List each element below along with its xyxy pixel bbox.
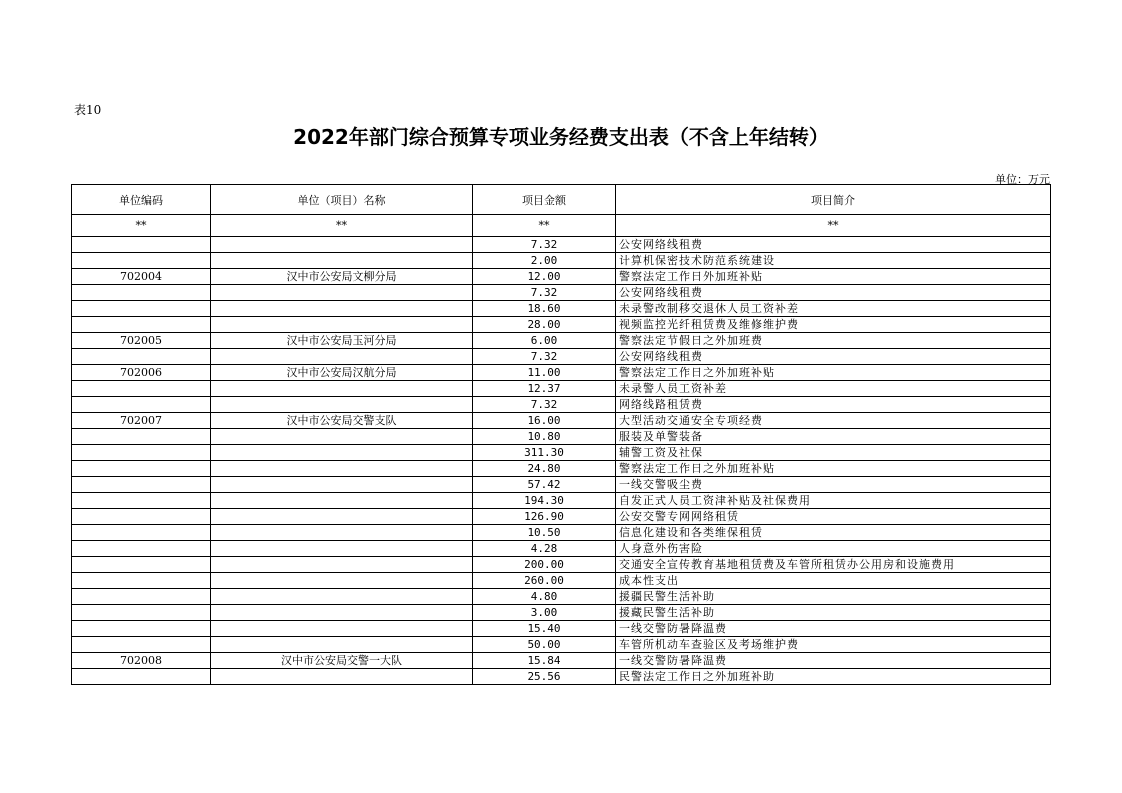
unit-name-cell — [211, 541, 473, 557]
description-cell: 公安网络线租费 — [616, 237, 1051, 253]
unit-code-cell — [72, 669, 211, 685]
description-cell: 车管所机动车查验区及考场维护费 — [616, 637, 1051, 653]
table-row — [72, 397, 1051, 413]
table-row — [72, 461, 1051, 477]
description-cell: 视频监控光纤租赁费及维修维护费 — [616, 317, 1051, 333]
description-cell: 警察法定工作日之外加班补贴 — [616, 461, 1051, 477]
amount-cell: 260.00 — [473, 573, 616, 589]
amount-cell: 18.60 — [473, 301, 616, 317]
unit-code-cell — [72, 621, 211, 637]
table-row — [72, 589, 1051, 605]
amount-cell: 4.80 — [473, 589, 616, 605]
unit-name-cell — [211, 621, 473, 637]
description-cell: 辅警工资及社保 — [616, 445, 1051, 461]
table-row — [72, 525, 1051, 541]
table-row — [72, 669, 1051, 685]
description-cell: 警察法定工作日之外加班补贴 — [616, 365, 1051, 381]
unit-code-cell — [72, 381, 211, 397]
amount-cell: 25.56 — [473, 669, 616, 685]
unit-name-cell — [211, 573, 473, 589]
table-row — [72, 637, 1051, 653]
table-row — [72, 605, 1051, 621]
description-cell: 网络线路租赁费 — [616, 397, 1051, 413]
amount-cell: 3.00 — [473, 605, 616, 621]
unit-name-cell — [211, 397, 473, 413]
unit-name-cell — [211, 285, 473, 301]
amount-cell: 16.00 — [473, 413, 616, 429]
description-cell: 计算机保密技术防范系统建设 — [616, 253, 1051, 269]
unit-label: 单位：万元 — [995, 173, 1050, 186]
unit-name-cell — [211, 445, 473, 461]
unit-name-cell — [211, 317, 473, 333]
unit-name-cell — [211, 557, 473, 573]
unit-name-cell — [211, 301, 473, 317]
amount-cell: 10.80 — [473, 429, 616, 445]
unit-code-cell — [72, 509, 211, 525]
table-row — [72, 429, 1051, 445]
description-cell: 信息化建设和各类维保租赁 — [616, 525, 1051, 541]
unit-code-cell — [72, 349, 211, 365]
description-cell: 一线交警防暑降温费 — [616, 621, 1051, 637]
unit-name-cell: 汉中市公安局文柳分局 — [211, 269, 473, 285]
unit-name-cell — [211, 669, 473, 685]
unit-code-cell — [72, 237, 211, 253]
table-row — [72, 285, 1051, 301]
unit-name-cell — [211, 477, 473, 493]
amount-cell: 7.32 — [473, 237, 616, 253]
unit-code-cell: 702007 — [72, 413, 211, 429]
column-header-unit-code: 单位编码 — [72, 185, 211, 215]
description-cell: 援疆民警生活补助 — [616, 589, 1051, 605]
unit-name-cell — [211, 237, 473, 253]
unit-code-cell — [72, 301, 211, 317]
unit-code-cell — [72, 557, 211, 573]
unit-code-cell — [72, 541, 211, 557]
table-row — [72, 573, 1051, 589]
budget-table — [71, 184, 1051, 685]
marker-cell: ** — [72, 215, 211, 237]
unit-code-cell — [72, 397, 211, 413]
table-row — [72, 317, 1051, 333]
description-cell: 一线交警吸尘费 — [616, 477, 1051, 493]
unit-code-cell: 702008 — [72, 653, 211, 669]
description-cell: 未录警人员工资补差 — [616, 381, 1051, 397]
unit-code-cell — [72, 253, 211, 269]
amount-cell: 11.00 — [473, 365, 616, 381]
unit-code-cell: 702006 — [72, 365, 211, 381]
unit-name-cell — [211, 589, 473, 605]
table-row — [72, 445, 1051, 461]
unit-name-cell — [211, 493, 473, 509]
description-cell: 未录警改制移交退休人员工资补差 — [616, 301, 1051, 317]
marker-row — [72, 215, 1051, 237]
description-cell: 警察法定节假日之外加班费 — [616, 333, 1051, 349]
description-cell: 大型活动交通安全专项经费 — [616, 413, 1051, 429]
amount-cell: 28.00 — [473, 317, 616, 333]
amount-cell: 126.90 — [473, 509, 616, 525]
table-row — [72, 493, 1051, 509]
unit-name-cell: 汉中市公安局玉河分局 — [211, 333, 473, 349]
amount-cell: 57.42 — [473, 477, 616, 493]
table-row — [72, 365, 1051, 381]
description-cell: 成本性支出 — [616, 573, 1051, 589]
table-row — [72, 557, 1051, 573]
unit-code-cell — [72, 589, 211, 605]
unit-name-cell — [211, 349, 473, 365]
table-row — [72, 269, 1051, 285]
amount-cell: 7.32 — [473, 349, 616, 365]
table-row — [72, 621, 1051, 637]
amount-cell: 2.00 — [473, 253, 616, 269]
unit-code-cell — [72, 429, 211, 445]
amount-cell: 15.40 — [473, 621, 616, 637]
amount-cell: 311.30 — [473, 445, 616, 461]
table-row — [72, 381, 1051, 397]
table-body — [72, 237, 1051, 685]
amount-cell: 200.00 — [473, 557, 616, 573]
unit-code-cell — [72, 285, 211, 301]
description-cell: 警察法定工作日外加班补贴 — [616, 269, 1051, 285]
unit-name-cell — [211, 461, 473, 477]
amount-cell: 6.00 — [473, 333, 616, 349]
marker-cell: ** — [616, 215, 1051, 237]
description-cell: 公安交警专网网络租赁 — [616, 509, 1051, 525]
description-cell: 公安网络线租费 — [616, 285, 1051, 301]
unit-code-cell — [72, 637, 211, 653]
column-header-description: 项目简介 — [616, 185, 1051, 215]
description-cell: 服装及单警装备 — [616, 429, 1051, 445]
unit-name-cell — [211, 381, 473, 397]
column-header-amount: 项目金额 — [473, 185, 616, 215]
amount-cell: 7.32 — [473, 397, 616, 413]
unit-code-cell — [72, 317, 211, 333]
unit-name-cell — [211, 605, 473, 621]
unit-name-cell — [211, 253, 473, 269]
amount-cell: 50.00 — [473, 637, 616, 653]
unit-name-cell — [211, 429, 473, 445]
unit-code-cell — [72, 605, 211, 621]
unit-name-cell: 汉中市公安局交警支队 — [211, 413, 473, 429]
unit-name-cell: 汉中市公安局交警一大队 — [211, 653, 473, 669]
unit-name-cell — [211, 509, 473, 525]
table-row — [72, 237, 1051, 253]
table-row — [72, 477, 1051, 493]
description-cell: 援藏民警生活补助 — [616, 605, 1051, 621]
marker-cell: ** — [473, 215, 616, 237]
unit-name-cell — [211, 637, 473, 653]
amount-cell: 4.28 — [473, 541, 616, 557]
description-cell: 公安网络线租费 — [616, 349, 1051, 365]
table-row — [72, 301, 1051, 317]
amount-cell: 10.50 — [473, 525, 616, 541]
unit-name-cell: 汉中市公安局汉航分局 — [211, 365, 473, 381]
unit-code-cell — [72, 573, 211, 589]
table-row — [72, 653, 1051, 669]
table-number-label: 表10 — [74, 103, 102, 117]
unit-name-cell — [211, 525, 473, 541]
table-row — [72, 541, 1051, 557]
unit-code-cell — [72, 525, 211, 541]
table-row — [72, 349, 1051, 365]
unit-code-cell: 702005 — [72, 333, 211, 349]
table-row — [72, 413, 1051, 429]
unit-code-cell — [72, 461, 211, 477]
amount-cell: 194.30 — [473, 493, 616, 509]
amount-cell: 12.00 — [473, 269, 616, 285]
amount-cell: 24.80 — [473, 461, 616, 477]
column-header-unit-name: 单位（项目）名称 — [211, 185, 473, 215]
marker-cell: ** — [211, 215, 473, 237]
unit-code-cell — [72, 493, 211, 509]
amount-cell: 15.84 — [473, 653, 616, 669]
description-cell: 自发正式人员工资津补贴及社保费用 — [616, 493, 1051, 509]
description-cell: 民警法定工作日之外加班补助 — [616, 669, 1051, 685]
table-row — [72, 333, 1051, 349]
unit-code-cell: 702004 — [72, 269, 211, 285]
table-row — [72, 253, 1051, 269]
unit-code-cell — [72, 477, 211, 493]
description-cell: 人身意外伤害险 — [616, 541, 1051, 557]
table-row — [72, 509, 1051, 525]
description-cell: 交通安全宣传教育基地租赁费及车管所租赁办公用房和设施费用 — [616, 557, 1051, 573]
description-cell: 一线交警防暑降温费 — [616, 653, 1051, 669]
amount-cell: 12.37 — [473, 381, 616, 397]
page-title: 2022年部门综合预算专项业务经费支出表（不含上年结转） — [293, 125, 829, 149]
table-header-row — [72, 185, 1051, 215]
amount-cell: 7.32 — [473, 285, 616, 301]
unit-code-cell — [72, 445, 211, 461]
